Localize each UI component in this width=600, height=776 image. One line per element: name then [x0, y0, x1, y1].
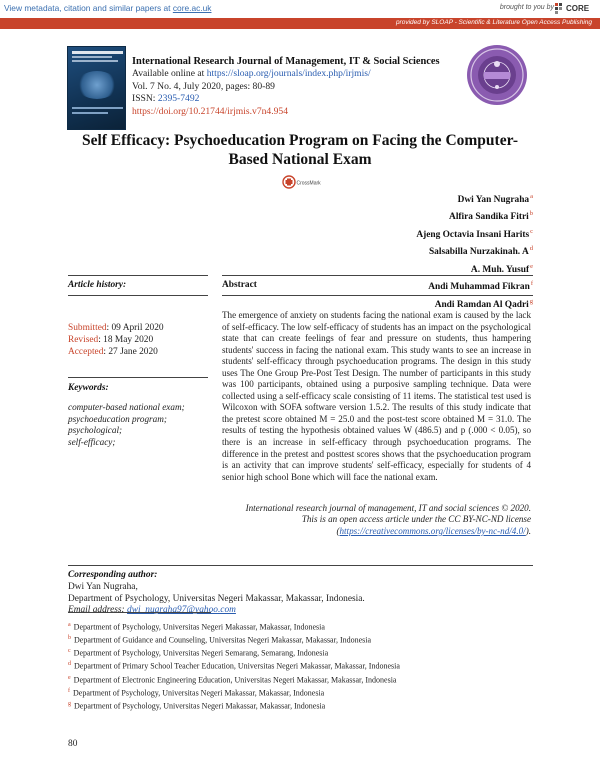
- journal-title: International Research Journal of Management, IT & Social Sciences: [132, 56, 440, 67]
- issn-label: ISSN:: [132, 93, 158, 105]
- footnote-item: $^f$ Department of Psychology, Universitas Negeri Makassar, Makassar, Indonesia: [68, 687, 325, 698]
- core-provided-bar: [0, 18, 600, 29]
- keyword-item: computer-based national exam;: [68, 402, 185, 412]
- footnote-divider: [68, 612, 211, 613]
- keyword-item: self-efficacy;: [68, 436, 116, 447]
- keyword-item: psychoeducation program;: [68, 413, 167, 424]
- license-note: [222, 503, 531, 537]
- author: Alfira Sandika Fitri$^b$: [449, 210, 533, 223]
- license-url-link[interactable]: https://creativecommons.org/licenses/by-nc-nd/4.0/: [339, 525, 526, 536]
- article-title-line1: Self Efficacy: Psychoeducation Program on Facing the Computer-: [81, 132, 519, 149]
- journal-seal-logo: [466, 44, 528, 106]
- journal-available: [132, 68, 462, 80]
- journal-url-link[interactable]: https://sloap.org/journals/index.php/irjmis/: [206, 68, 371, 80]
- divider: [68, 275, 208, 276]
- author: Ajeng Octavia Insani Harits$^c$: [416, 227, 533, 240]
- author: Dwi Yan Nugraha$^a$: [457, 193, 533, 206]
- divider: [68, 565, 533, 566]
- author: Andi Muhammad Fikran$^f$: [428, 280, 533, 293]
- footnote-item: $^b$ Department of Guidance and Counseling, Universitas Negeri Makassar, Makassar, Indonesia: [68, 635, 372, 645]
- abstract-text: The emergence of anxiety on students facing the national exam is caused by the lack of self-efficacy. The low self-efficacy of students has an impact on the psychological state that can create feelings of fear and pressure on students, thus hampering students' success in facing the national exam. This study wants to see an increase in students' self-efficacy through psychoeducation programs. The design in this study uses The One Group Pre-Post Test Design. The number of participants in this study was 100 participants, obtained using a purposive sampling technique. Data were collected using a self-efficacy scale consisting of 11 items. The statistical test used is Wilcoxon with SOFA software version 1.5.2. The results of this study indicate that the pretest score obtained M = 25.0 and the post-test score obtained M = 31.0. The results of testing the hypothesis obtained values W (486.5) and p (.000 < 0.05), so there is an increase in self-efficacy through psychoeducation programs. The difference in the pretest and posttest scores shows that the psychoeducation program is an activity that can improve students' self-efficacy, especially for students of 4 senior high school Bone which will face the national exam.: [222, 310, 531, 482]
- author: A. Muh. Yusuf$^e$: [470, 262, 533, 275]
- footnote-item: $^g$ Department of Psychology, Universitas Negeri Makassar, Makassar, Indonesia: [68, 700, 326, 711]
- history-submitted: Submitted: 09 April 2020: [68, 323, 164, 333]
- page-number: 80: [68, 739, 78, 749]
- issn-link[interactable]: 2395-7492: [157, 93, 200, 105]
- corresponding-affiliation: Department of Psychology, Universitas Negeri Makassar, Makassar, Indonesia.: [68, 593, 365, 604]
- history-revised: Revised: 18 May 2020: [68, 335, 154, 346]
- journal-cover-image: [67, 46, 126, 130]
- core-logo[interactable]: [554, 1, 594, 17]
- core-provided-text: provided by SLOAP - Scientific & Literature Open Access Publishing: [395, 19, 592, 26]
- journal-info: [132, 56, 462, 118]
- license-line1: International research journal of management, IT and social sciences © 2020.: [245, 503, 531, 513]
- affiliation-footnotes: [68, 620, 538, 712]
- footnote-item: $^d$ Department of Primary School Teacher Education, Universitas Negeri Makassar, Makassar, Indonesia: [68, 661, 400, 672]
- corresponding-author: [68, 570, 528, 617]
- divider: [222, 275, 533, 276]
- journal-volume: Vol. 7 No. 4, July 2020, pages: 80-89: [132, 80, 275, 92]
- core-link-domain[interactable]: core.ac.uk: [172, 3, 212, 13]
- core-logo-icon: [554, 2, 565, 15]
- journal-issn: [132, 93, 462, 105]
- divider: [68, 377, 208, 378]
- article-title: [60, 131, 540, 169]
- article-title-line2: Based National Exam: [228, 151, 372, 168]
- core-logo-text: CORE: [566, 4, 590, 13]
- footnote-item: $^a$ Department of Psychology, Universitas Negeri Makassar, Makassar, Indonesia: [68, 622, 325, 632]
- history-accepted: Accepted: 27 Jane 2020: [68, 347, 158, 358]
- license-line2: This is an open access article under the CC BY-NC-ND license: [301, 514, 531, 525]
- doi-link[interactable]: https://doi.org/10.21744/irjmis.v7n4.954: [132, 105, 288, 117]
- corresponding-email-line: Email address: dwi_nugraha97@yahoo.com: [68, 605, 236, 616]
- article-history: [68, 322, 164, 359]
- divider: [68, 295, 208, 296]
- license-url-line: (https://creativecommons.org/licenses/by-nc-nd/4.0/).: [336, 525, 531, 536]
- article-history-heading: Article history:: [68, 280, 127, 290]
- keywords-list: [68, 402, 185, 448]
- abstract-heading: Abstract: [222, 280, 257, 290]
- author-list: [300, 190, 533, 312]
- core-metadata-link[interactable]: [4, 3, 211, 13]
- crossmark-badge[interactable]: [282, 175, 321, 189]
- corresponding-name: Dwi Yan Nugraha,: [68, 581, 138, 592]
- author: Salsabilla Nurzakinah. $A^d$: [428, 245, 533, 258]
- author: Andi Ramdan Al Qadri$^g$: [434, 297, 533, 310]
- keywords-heading: Keywords:: [68, 383, 109, 393]
- available-prefix: Available online at: [132, 68, 207, 80]
- corresponding-heading: Corresponding author:: [68, 570, 158, 580]
- footnote-item: $^c$ Department of Psychology, Universitas Negeri Semarang, Semarang, Indonesia: [68, 648, 329, 658]
- crossmark-label: CrossMark: [296, 180, 321, 187]
- email-link[interactable]: dwi_nugraha97@yahoo.com: [127, 605, 236, 616]
- core-brought-text: brought to you by: [499, 4, 554, 11]
- keyword-item: psychological;: [68, 425, 123, 436]
- core-link-text: View metadata, citation and similar papers at: [4, 3, 171, 13]
- core-banner: [0, 0, 600, 18]
- footnote-item: $^e$ Department of Electronic Engineering Education, Universitas Negeri Makassar, Makassar, Indonesia: [68, 674, 397, 685]
- divider: [222, 295, 533, 296]
